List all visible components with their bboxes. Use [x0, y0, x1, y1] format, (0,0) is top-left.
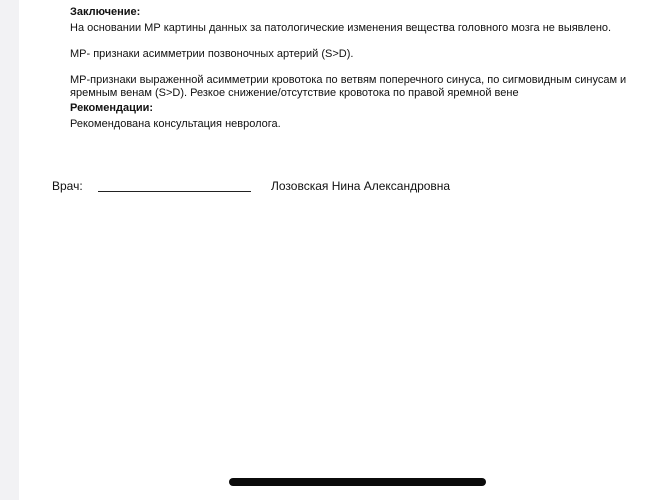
home-indicator-bar[interactable]: [229, 478, 486, 486]
conclusion-text: На основании МР картины данных за патологические изменения вещества головного мозга не выявлено.: [70, 22, 612, 34]
recommendations-heading: Рекомендации:: [70, 102, 154, 114]
vertebral-arteries-finding: МР- признаки асимметрии позвоночных артерий (S>D).: [70, 48, 354, 60]
doctor-label: Врач:: [52, 179, 83, 193]
document-page: [19, 0, 655, 500]
signature-line: [98, 191, 251, 192]
recommendations-text: Рекомендована консультация невролога.: [70, 118, 281, 130]
conclusion-heading: Заключение:: [70, 6, 141, 18]
signature-row: [19, 179, 655, 195]
venous-flow-finding: МР-признаки выраженной асимметрии кровотока по ветвям поперечного синуса, по сигмовидным синусам и яремным венам (S>D). Резкое снижение/отсутствие кровотока по правой яремной вене: [70, 74, 627, 99]
doctor-name: Лозовская Нина Александровна: [271, 179, 451, 193]
